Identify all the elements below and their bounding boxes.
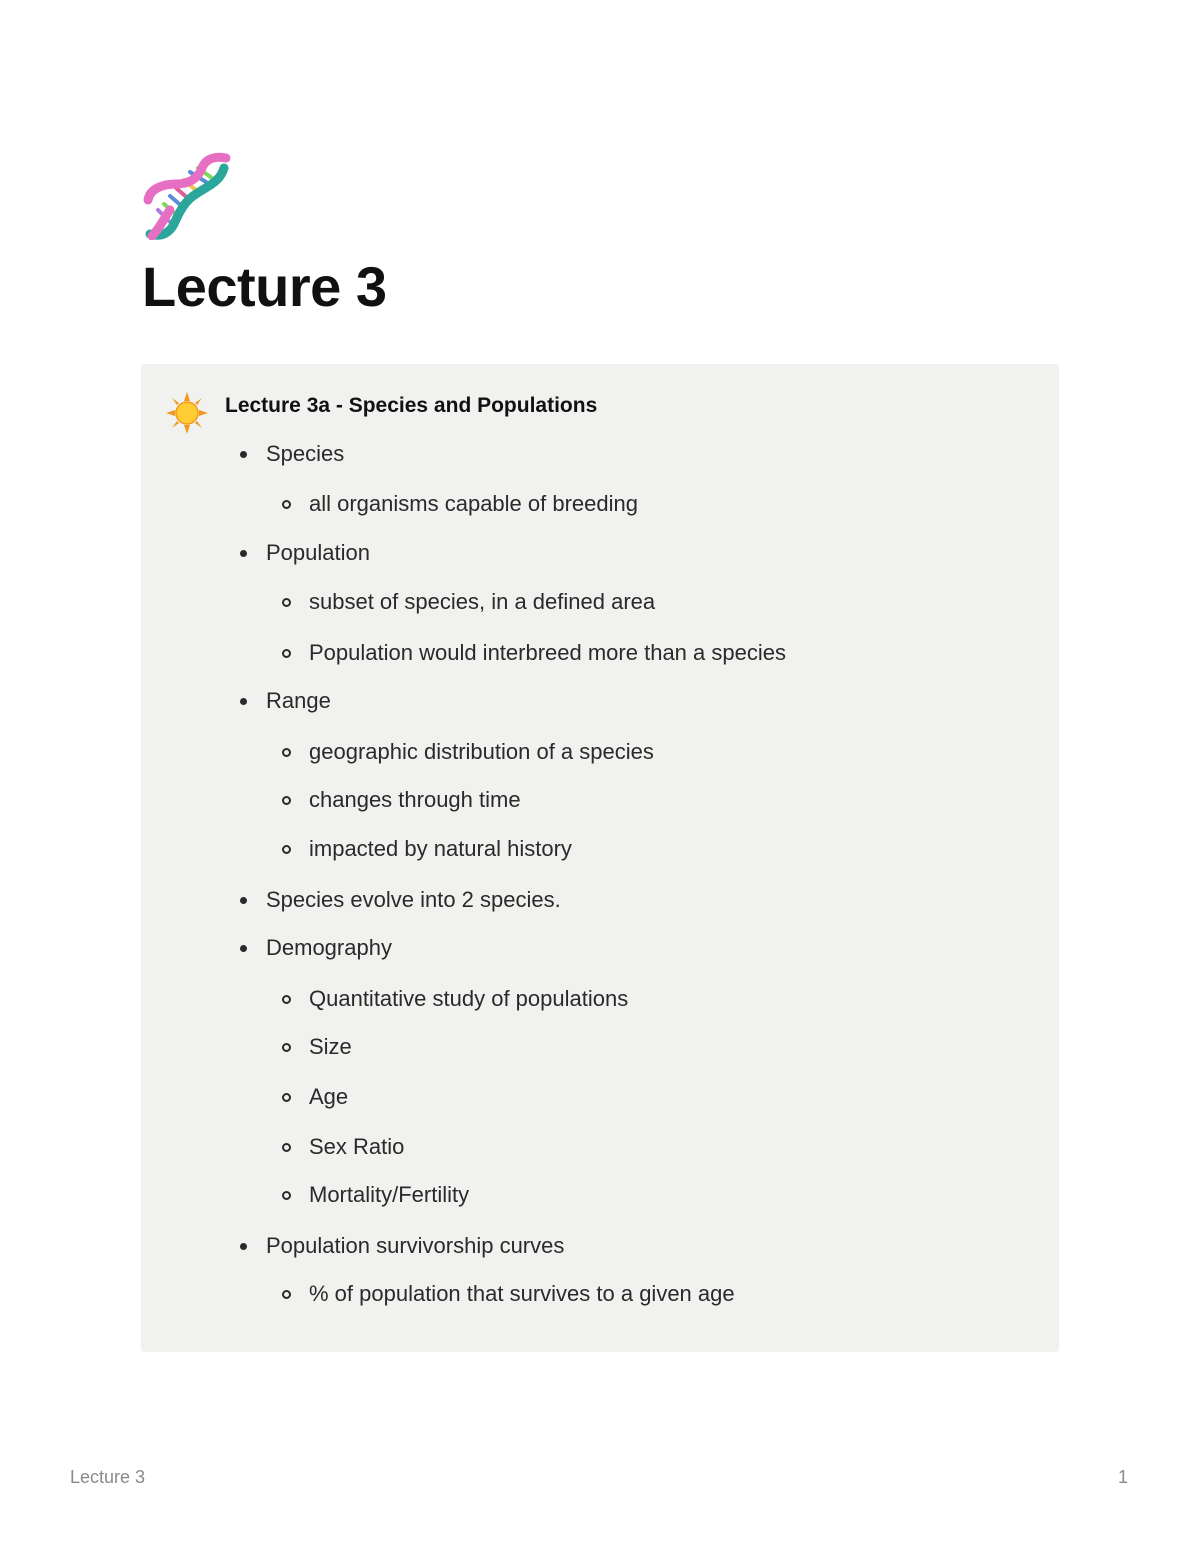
list-item: Quantitative study of populations	[309, 984, 628, 1014]
list-item: Size	[309, 1032, 352, 1062]
hollow-bullet-icon	[282, 1191, 291, 1200]
list-item: Mortality/Fertility	[309, 1180, 469, 1210]
hollow-bullet-icon	[282, 1290, 291, 1299]
page-number: 1	[1117, 1467, 1128, 1487]
hollow-bullet-icon	[282, 598, 291, 607]
hollow-bullet-icon	[282, 1043, 291, 1052]
list-item: Population would interbreed more than a species	[309, 638, 786, 668]
list-item: Range	[266, 686, 331, 716]
hollow-bullet-icon	[282, 748, 291, 757]
list-item: geographic distribution of a species	[309, 737, 654, 767]
bullet-icon	[240, 451, 247, 458]
hollow-bullet-icon	[282, 845, 291, 854]
list-item: Sex Ratio	[309, 1132, 404, 1162]
bullet-icon	[240, 1243, 247, 1250]
hollow-bullet-icon	[282, 1093, 291, 1102]
bullet-icon	[240, 698, 247, 705]
list-item: impacted by natural history	[309, 834, 572, 864]
hollow-bullet-icon	[282, 1143, 291, 1152]
hollow-bullet-icon	[282, 796, 291, 805]
callout-block	[141, 364, 1059, 1352]
dna-icon	[140, 148, 232, 240]
hollow-bullet-icon	[282, 649, 291, 658]
list-item: subset of species, in a defined area	[309, 587, 655, 617]
bullet-icon	[240, 945, 247, 952]
list-item: Population survivorship curves	[266, 1231, 564, 1261]
list-item: Species	[266, 439, 344, 469]
hollow-bullet-icon	[282, 500, 291, 509]
list-item: changes through time	[309, 785, 521, 815]
list-item: Age	[309, 1082, 348, 1112]
list-item: Species evolve into 2 species.	[266, 885, 561, 915]
list-item: Population	[266, 538, 370, 568]
page-title: Lecture 3	[142, 255, 387, 318]
sun-icon	[166, 392, 208, 434]
callout-title: Lecture 3a - Species and Populations	[225, 394, 598, 417]
list-item: all organisms capable of breeding	[309, 489, 638, 519]
hollow-bullet-icon	[282, 995, 291, 1004]
footer-title: Lecture 3	[70, 1467, 146, 1487]
list-item: % of population that survives to a given age	[309, 1279, 735, 1309]
list-item: Demography	[266, 933, 392, 963]
bullet-icon	[240, 550, 247, 557]
bullet-icon	[240, 897, 247, 904]
